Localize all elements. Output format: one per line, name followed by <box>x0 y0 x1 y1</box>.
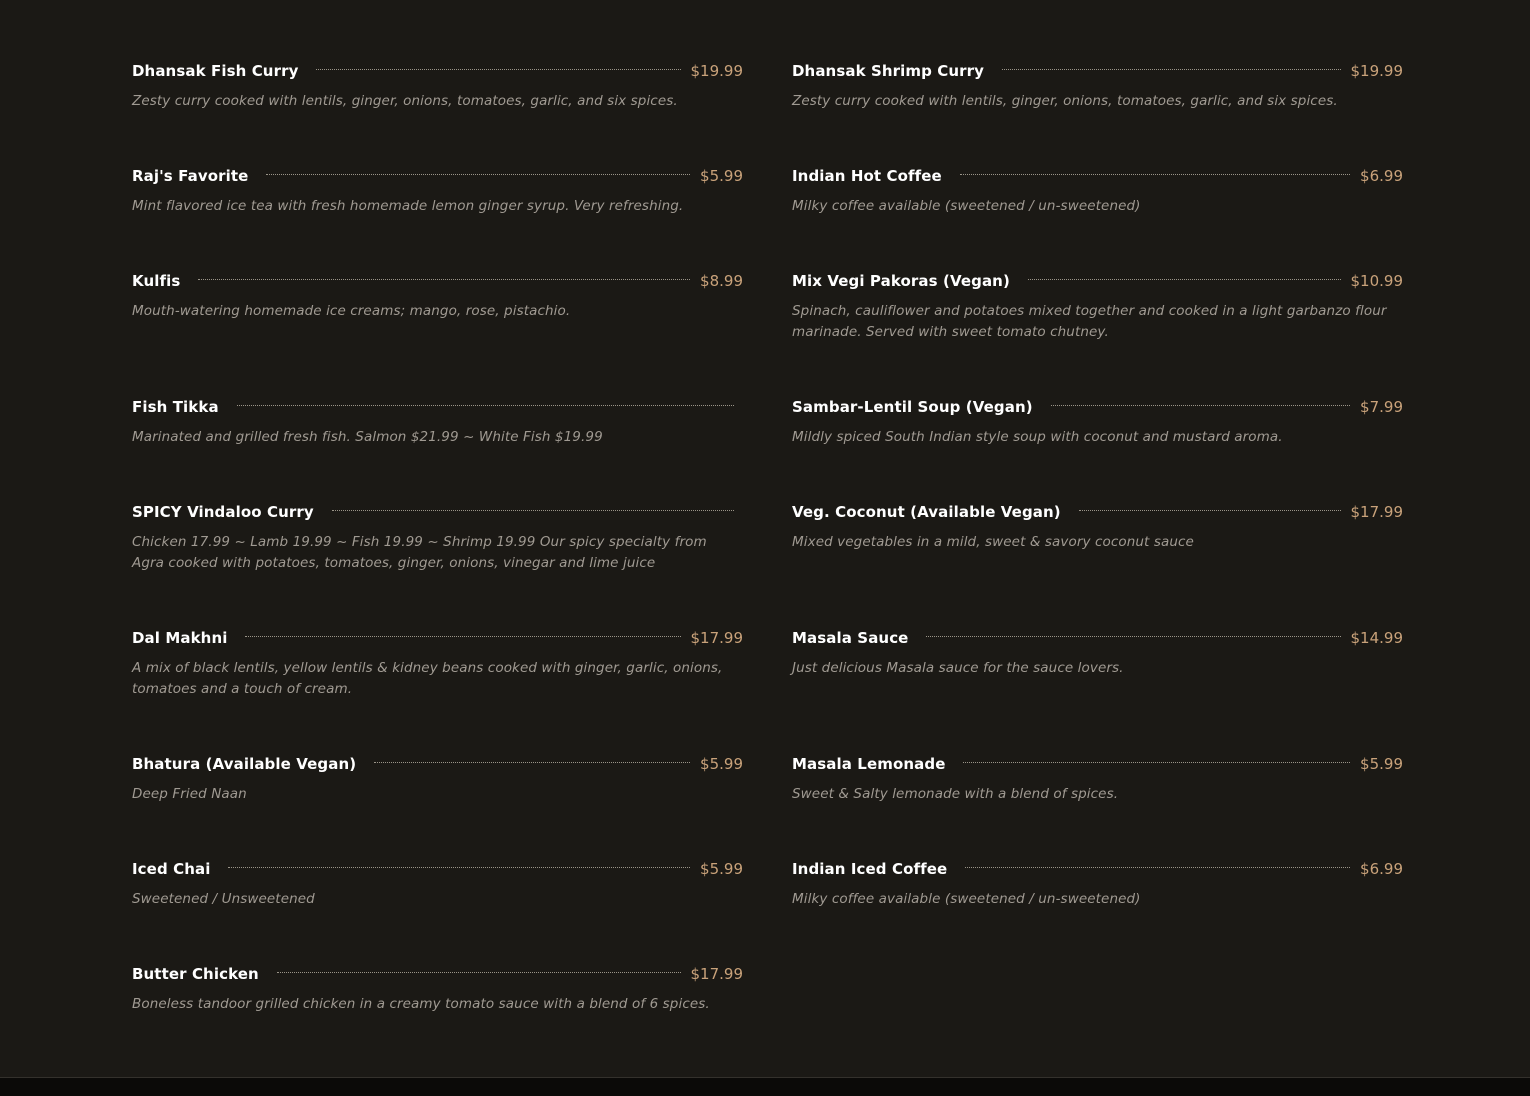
menu-item-name: Butter Chicken <box>132 965 259 983</box>
menu-item-description: Mildly spiced South Indian style soup with coconut and mustard aroma. <box>792 429 1283 445</box>
menu-item <box>132 752 743 805</box>
menu-item-header <box>132 626 743 650</box>
menu-item <box>792 500 1403 553</box>
menu-item-description <box>132 0 743 3</box>
dotted-leader <box>245 636 680 637</box>
dotted-leader <box>965 867 1350 868</box>
menu-item-price: $5.99 <box>700 167 743 185</box>
menu-item-name: Iced Chai <box>132 860 211 878</box>
menu-item <box>792 269 1403 343</box>
menu-item-price: $10.99 <box>1350 272 1403 290</box>
dotted-leader <box>1002 69 1340 70</box>
dotted-leader <box>1028 279 1341 280</box>
dotted-leader <box>960 174 1350 175</box>
dotted-leader <box>1079 510 1341 511</box>
menu-item-name: SPICY Vindaloo Curry <box>132 503 314 521</box>
menu-item-header <box>132 164 743 188</box>
menu-item-price: $19.99 <box>690 62 743 80</box>
menu-item-header <box>792 269 1403 293</box>
menu-item-description: Zesty curry cooked with lentils, ginger, onions, tomatoes, garlic, and six spices. <box>132 93 678 109</box>
menu-item <box>792 395 1403 448</box>
menu-item-name: Fish Tikka <box>132 398 219 416</box>
menu-item-description: Sweetened / Unsweetened <box>132 891 315 907</box>
menu-item-description <box>792 0 1403 3</box>
menu-item-description: Milky coffee available (sweetened / un-sweetened) <box>792 891 1141 907</box>
menu-item <box>132 164 743 217</box>
menu-item-header <box>132 752 743 776</box>
menu-item-name: Masala Sauce <box>792 629 909 647</box>
menu-item-description: Spinach, cauliflower and potatoes mixed together and cooked in a light garbanzo flour marinade. Served with sweet tomato chutney. <box>792 303 1387 340</box>
dotted-leader <box>332 510 734 511</box>
menu-item-price: $17.99 <box>690 629 743 647</box>
menu-item-header <box>132 500 743 524</box>
menu-item-header <box>132 857 743 881</box>
menu-item-description: Just delicious Masala sauce for the sauce lovers. <box>792 660 1124 676</box>
dotted-leader <box>926 636 1340 637</box>
menu-item-name: Sambar-Lentil Soup (Vegan) <box>792 398 1033 416</box>
menu-item-name: Indian Iced Coffee <box>792 860 948 878</box>
menu-item-price: $6.99 <box>1360 167 1403 185</box>
menu-item-price: $19.99 <box>1350 62 1403 80</box>
menu-item-header <box>792 857 1403 881</box>
menu-item-name: Dhansak Shrimp Curry <box>792 62 985 80</box>
menu-item-header <box>792 752 1403 776</box>
menu-item-price: $5.99 <box>1360 755 1403 773</box>
menu-item-description: Mint flavored ice tea with fresh homemade lemon ginger syrup. Very refreshing. <box>132 198 684 214</box>
menu-item-name: Raj's Favorite <box>132 167 249 185</box>
menu-item <box>132 395 743 448</box>
menu-item <box>132 857 743 910</box>
menu-item-description: Deep Fried Naan <box>132 786 247 802</box>
menu-item-price: $17.99 <box>690 965 743 983</box>
menu-item-description: Sweet & Salty lemonade with a blend of spices. <box>792 786 1119 802</box>
menu-item <box>132 59 743 112</box>
dotted-leader <box>237 405 734 406</box>
menu-item-price: $8.99 <box>700 272 743 290</box>
menu-item-description: A mix of black lentils, yellow lentils & kidney beans cooked with ginger, garlic, onions, tomatoes and a touch of cream. <box>132 660 723 697</box>
menu-item <box>132 269 743 322</box>
menu-item-description: Mouth-watering homemade ice creams; mango, rose, pistachio. <box>132 303 571 319</box>
menu-item <box>792 752 1403 805</box>
menu-item <box>792 59 1403 112</box>
menu-item <box>792 857 1403 910</box>
menu-item-description: Chicken 17.99 ~ Lamb 19.99 ~ Fish 19.99 ~ Shrimp 19.99 Our spicy specialty from Agra cooked with potatoes, tomatoes, ginger, onions, vinegar and lime juice <box>132 534 707 571</box>
menu-item-header <box>132 269 743 293</box>
menu-item-name: Mix Vegi Pakoras (Vegan) <box>792 272 1010 290</box>
menu-item-header <box>792 626 1403 650</box>
menu-item-header <box>132 962 743 986</box>
menu-item-header <box>792 59 1403 83</box>
dotted-leader <box>277 972 681 973</box>
menu-item <box>132 626 743 700</box>
menu-item-name: Veg. Coconut (Available Vegan) <box>792 503 1061 521</box>
menu-item-header <box>792 164 1403 188</box>
menu-item-description: Milky coffee available (sweetened / un-sweetened) <box>792 198 1141 214</box>
menu-item-header <box>132 395 743 419</box>
menu-item <box>792 164 1403 217</box>
dotted-leader <box>198 279 690 280</box>
menu-item-name: Dal Makhni <box>132 629 228 647</box>
menu-item-description: Mixed vegetables in a mild, sweet & savory coconut sauce <box>792 534 1194 550</box>
dotted-leader <box>316 69 680 70</box>
dotted-leader <box>374 762 690 763</box>
menu-item-header <box>792 500 1403 524</box>
menu-item-description: Marinated and grilled fresh fish. Salmon $21.99 ~ White Fish $19.99 <box>132 429 603 445</box>
dotted-leader <box>266 174 690 175</box>
menu-item-name: Kulfis <box>132 272 181 290</box>
dotted-leader <box>1051 405 1350 406</box>
dotted-leader <box>228 867 690 868</box>
menu-item-name: Bhatura (Available Vegan) <box>132 755 357 773</box>
footer-bar <box>0 1077 1530 1096</box>
menu-item <box>792 626 1403 679</box>
menu-item-description: Boneless tandoor grilled chicken in a creamy tomato sauce with a blend of 6 spices. <box>132 996 710 1012</box>
menu-item-description: Zesty curry cooked with lentils, ginger, onions, tomatoes, garlic, and six spices. <box>792 93 1338 109</box>
menu-item-name: Masala Lemonade <box>792 755 946 773</box>
menu-item-price: $5.99 <box>700 755 743 773</box>
menu-item <box>132 962 743 1015</box>
menu-item-partial <box>792 0 1403 3</box>
menu-item-header <box>132 59 743 83</box>
dotted-leader <box>963 762 1350 763</box>
menu-item-header <box>792 395 1403 419</box>
menu-item-partial <box>132 0 743 3</box>
menu-item-price: $17.99 <box>1350 503 1403 521</box>
menu-item <box>132 500 743 574</box>
menu-item-price: $14.99 <box>1350 629 1403 647</box>
menu-item-price: $7.99 <box>1360 398 1403 416</box>
menu-item-price: $6.99 <box>1360 860 1403 878</box>
menu-item-name: Dhansak Fish Curry <box>132 62 299 80</box>
menu-item-price: $5.99 <box>700 860 743 878</box>
menu-item-name: Indian Hot Coffee <box>792 167 942 185</box>
